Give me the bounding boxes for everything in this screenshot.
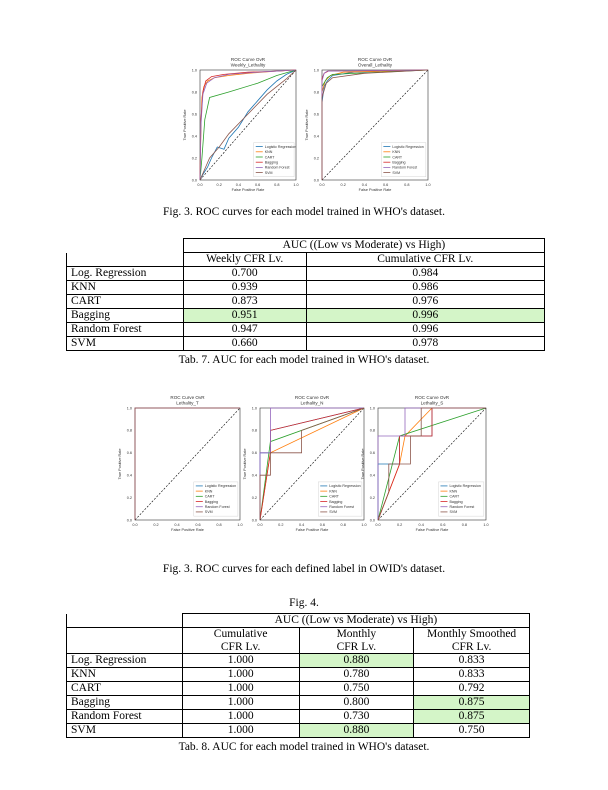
x-tick-label: 0.2 bbox=[278, 523, 284, 527]
table-8-column-header: Cumulative CFR Lv. bbox=[182, 628, 299, 654]
x-axis-label: False Positive Rate bbox=[358, 188, 392, 192]
table-cell: 0.873 bbox=[183, 295, 306, 309]
y-tick-label: 0.2 bbox=[369, 495, 375, 500]
table-8 bbox=[66, 613, 530, 738]
plot-subtitle: Lethality_S bbox=[420, 400, 444, 406]
y-tick-label: 0.6 bbox=[191, 112, 197, 117]
table-cell: 0.947 bbox=[183, 323, 306, 337]
legend-label: Logistic Regression bbox=[392, 144, 424, 149]
x-tick-label: 0.8 bbox=[216, 523, 222, 527]
table-cell: 0.996 bbox=[306, 309, 544, 323]
table-row bbox=[67, 267, 545, 281]
y-tick-label: 0.8 bbox=[369, 428, 375, 433]
table-row bbox=[67, 724, 530, 738]
y-axis-label: True Positive Rate bbox=[118, 448, 122, 480]
table-cell: 1.000 bbox=[182, 696, 299, 710]
y-tick-label: 0.0 bbox=[126, 518, 132, 523]
y-tick-label: 1.0 bbox=[126, 406, 132, 411]
legend-label: CART bbox=[449, 494, 460, 499]
row-label: KNN bbox=[67, 281, 184, 295]
table-cell: 1.000 bbox=[182, 682, 299, 696]
row-label: Bagging bbox=[67, 696, 183, 710]
row-label: Log. Regression bbox=[67, 267, 184, 281]
table-cell: 0.750 bbox=[414, 724, 530, 738]
y-tick-label: 0.4 bbox=[191, 134, 197, 139]
y-tick-label: 0.2 bbox=[191, 156, 197, 161]
x-tick-label: 0.2 bbox=[396, 523, 403, 527]
table-cell: 0.986 bbox=[306, 281, 544, 295]
y-tick-label: 0.6 bbox=[369, 451, 375, 456]
row-label: CART bbox=[67, 682, 183, 696]
legend-label: SVM bbox=[449, 510, 458, 515]
plot-subtitle: Lethality_N bbox=[300, 400, 324, 406]
y-axis-label: True Positive Rate bbox=[243, 448, 247, 480]
y-tick-label: 0.8 bbox=[126, 428, 132, 433]
plot-subtitle: Weekly_Lethality bbox=[230, 62, 266, 68]
legend-label: CART bbox=[329, 494, 339, 499]
table-8-header: AUC ((Low vs Moderate) vs High) bbox=[182, 614, 529, 628]
y-tick-label: 0.0 bbox=[191, 178, 197, 183]
y-tick-label: 0.8 bbox=[191, 90, 197, 95]
x-tick-label: 0.4 bbox=[418, 523, 424, 527]
x-tick-label: 0.8 bbox=[340, 523, 346, 527]
x-axis-label: False Positive Rate bbox=[171, 528, 204, 532]
y-tick-label: 1.0 bbox=[369, 406, 375, 411]
x-tick-label: 0.2 bbox=[153, 523, 159, 527]
table-cell: 0.780 bbox=[299, 668, 414, 682]
table-cell: 0.875 bbox=[414, 710, 530, 724]
table-7-caption: Tab. 7. AUC for each model trained in WHO's dataset. bbox=[178, 354, 430, 366]
y-tick-label: 0.2 bbox=[251, 495, 257, 500]
plot-title: ROC Curve OvR bbox=[414, 395, 450, 400]
y-tick-label: 0.4 bbox=[251, 473, 257, 478]
y-tick-label: 0.2 bbox=[313, 156, 319, 161]
table-cell: 1.000 bbox=[182, 724, 299, 738]
legend-label: Bagging bbox=[392, 160, 406, 165]
table-cell: 0.700 bbox=[183, 267, 306, 281]
x-axis-label: False Positive Rate bbox=[295, 528, 329, 532]
legend-label: Random Forest bbox=[264, 165, 290, 170]
table-cell: 0.875 bbox=[414, 696, 530, 710]
plot-title: ROC Curve OvR bbox=[294, 395, 330, 400]
table-7 bbox=[66, 238, 545, 351]
y-tick-label: 0.2 bbox=[126, 495, 132, 500]
row-label: CART bbox=[67, 295, 184, 309]
table-cell: 0.730 bbox=[299, 710, 414, 724]
table-8-caption: Tab. 8. AUC for each model trained in WHO's dataset. bbox=[178, 741, 430, 753]
x-tick-label: 0.6 bbox=[319, 523, 326, 527]
table-cell: 0.880 bbox=[299, 724, 414, 738]
table-7-column-header: Weekly CFR Lv. bbox=[183, 253, 306, 267]
y-tick-label: 0.4 bbox=[369, 473, 375, 478]
y-tick-label: 1.0 bbox=[191, 68, 197, 73]
roc-plot bbox=[305, 57, 431, 192]
legend-label: Bagging bbox=[329, 499, 343, 504]
table-cell: 0.660 bbox=[183, 337, 306, 351]
table-7-column-header: Cumulative CFR Lv. bbox=[306, 253, 544, 267]
legend-label: Random Forest bbox=[392, 165, 418, 170]
x-tick-label: 0.0 bbox=[197, 183, 203, 187]
table-row bbox=[67, 323, 545, 337]
y-tick-label: 0.8 bbox=[251, 428, 257, 433]
legend-label: Logistic Regression bbox=[264, 144, 297, 149]
x-tick-label: 0.2 bbox=[216, 183, 222, 187]
table-cell: 0.750 bbox=[299, 682, 414, 696]
row-label: Random Forest bbox=[67, 710, 183, 724]
table-row bbox=[67, 295, 545, 309]
row-label: Log. Regression bbox=[67, 654, 183, 668]
x-tick-label: 0.0 bbox=[132, 523, 138, 527]
x-axis-label: False Positive Rate bbox=[415, 528, 449, 532]
table-7-header: AUC ((Low vs Moderate) vs High) bbox=[183, 239, 544, 253]
table-cell: 0.978 bbox=[306, 337, 544, 351]
y-tick-label: 0.4 bbox=[313, 134, 319, 139]
legend-label: KNN bbox=[204, 489, 213, 494]
table-row bbox=[67, 654, 530, 668]
x-tick-label: 1.0 bbox=[425, 183, 431, 187]
legend-label: SVM bbox=[392, 170, 401, 175]
plot-subtitle: Lethality_T bbox=[176, 400, 199, 406]
legend-label: Logistic Regression bbox=[449, 484, 481, 489]
y-tick-label: 1.0 bbox=[251, 406, 257, 411]
figure-3-caption: Fig. 3. ROC curves for each model trained in WHO's dataset. bbox=[163, 206, 445, 218]
x-tick-label: 1.0 bbox=[361, 523, 367, 527]
x-tick-label: 1.0 bbox=[293, 183, 299, 187]
figure-owid-caption: Fig. 3. ROC curves for each defined label in OWID's dataset. bbox=[162, 563, 446, 575]
roc-figure-who bbox=[170, 48, 440, 198]
table-8-column-header: Monthly Smoothed CFR Lv. bbox=[414, 628, 530, 654]
table-cell: 0.880 bbox=[299, 654, 414, 668]
legend-label: Bagging bbox=[449, 499, 463, 504]
legend-label: KNN bbox=[392, 150, 400, 155]
plot-title: ROC Curve OvR bbox=[170, 395, 205, 400]
roc-plot bbox=[118, 395, 243, 532]
x-tick-label: 0.8 bbox=[274, 183, 280, 187]
legend-label: Random Forest bbox=[329, 505, 355, 510]
y-axis-label: True Positive Rate bbox=[183, 109, 187, 141]
row-label: KNN bbox=[67, 668, 183, 682]
legend-label: SVM bbox=[204, 510, 213, 515]
y-tick-label: 0.6 bbox=[251, 451, 257, 456]
y-tick-label: 0.4 bbox=[126, 473, 132, 478]
table-row bbox=[67, 281, 545, 295]
table-cell: 0.951 bbox=[183, 309, 306, 323]
legend-label: Random Forest bbox=[449, 505, 475, 510]
legend-label: SVM bbox=[329, 510, 338, 515]
legend-label: Random Forest bbox=[204, 505, 230, 510]
roc-plot bbox=[183, 57, 299, 192]
legend-label: KNN bbox=[329, 489, 337, 494]
legend-label: CART bbox=[392, 155, 403, 160]
legend-label: CART bbox=[264, 155, 275, 160]
x-axis-label: False Positive Rate bbox=[231, 188, 265, 192]
x-tick-label: 0.0 bbox=[257, 523, 263, 527]
legend-label: CART bbox=[204, 494, 215, 499]
x-tick-label: 0.0 bbox=[375, 523, 381, 527]
legend-label: Bagging bbox=[204, 499, 219, 504]
legend-label: KNN bbox=[449, 489, 458, 494]
table-row bbox=[67, 668, 530, 682]
table-cell: 0.984 bbox=[306, 267, 544, 281]
table-cell: 0.833 bbox=[414, 668, 530, 682]
y-tick-label: 1.0 bbox=[313, 68, 319, 73]
table-row bbox=[67, 682, 530, 696]
legend-label: KNN bbox=[264, 150, 273, 155]
y-tick-label: 0.0 bbox=[313, 178, 319, 183]
table-row bbox=[67, 710, 530, 724]
x-tick-label: 0.8 bbox=[461, 523, 468, 527]
table-cell: 1.000 bbox=[182, 710, 299, 724]
table-cell: 0.976 bbox=[306, 295, 544, 309]
plot-title: ROC Curve OvR bbox=[230, 57, 266, 62]
x-tick-label: 0.0 bbox=[319, 183, 325, 187]
table-cell: 0.792 bbox=[414, 682, 530, 696]
table-row bbox=[67, 309, 545, 323]
x-tick-label: 1.0 bbox=[483, 523, 489, 527]
row-label: Bagging bbox=[67, 309, 184, 323]
table-8-column-header: Monthly CFR Lv. bbox=[299, 628, 414, 654]
row-label: SVM bbox=[67, 724, 183, 738]
figure-4-label: Fig. 4. bbox=[289, 597, 319, 609]
table-cell: 0.833 bbox=[414, 654, 530, 668]
roc-plot bbox=[361, 395, 489, 532]
x-tick-label: 0.4 bbox=[298, 523, 305, 527]
legend-label: SVM bbox=[264, 170, 273, 175]
legend-label: Bagging bbox=[264, 160, 278, 165]
y-tick-label: 0.0 bbox=[369, 518, 375, 523]
x-tick-label: 0.2 bbox=[340, 183, 346, 187]
table-cell: 0.939 bbox=[183, 281, 306, 295]
y-tick-label: 0.6 bbox=[126, 451, 132, 456]
x-tick-label: 0.6 bbox=[440, 523, 446, 527]
plot-title: ROC Curve OvR bbox=[357, 57, 393, 62]
legend-label: Logistic Regression bbox=[204, 484, 237, 489]
table-cell: 1.000 bbox=[182, 654, 299, 668]
roc-plot bbox=[243, 395, 367, 532]
x-tick-label: 0.4 bbox=[235, 183, 242, 187]
x-tick-label: 0.4 bbox=[174, 523, 180, 527]
x-tick-label: 0.6 bbox=[382, 183, 389, 187]
x-tick-label: 1.0 bbox=[237, 523, 243, 527]
x-tick-label: 0.4 bbox=[361, 183, 368, 187]
y-axis-label: True Positive Rate bbox=[361, 448, 365, 480]
row-label: Random Forest bbox=[67, 323, 184, 337]
y-tick-label: 0.0 bbox=[251, 518, 257, 523]
x-tick-label: 0.8 bbox=[404, 183, 410, 187]
y-tick-label: 0.6 bbox=[313, 112, 319, 117]
row-label: SVM bbox=[67, 337, 184, 351]
legend-label: Logistic Regression bbox=[329, 484, 361, 489]
table-cell: 1.000 bbox=[182, 668, 299, 682]
y-axis-label: True Positive Rate bbox=[305, 109, 309, 141]
table-row bbox=[67, 696, 530, 710]
x-tick-label: 0.6 bbox=[254, 183, 261, 187]
table-row bbox=[67, 337, 545, 351]
y-tick-label: 0.8 bbox=[313, 90, 319, 95]
roc-figure-owid bbox=[110, 393, 495, 538]
plot-subtitle: Overall_Lethality bbox=[357, 62, 393, 68]
table-cell: 0.800 bbox=[299, 696, 414, 710]
table-cell: 0.996 bbox=[306, 323, 544, 337]
x-tick-label: 0.6 bbox=[195, 523, 201, 527]
